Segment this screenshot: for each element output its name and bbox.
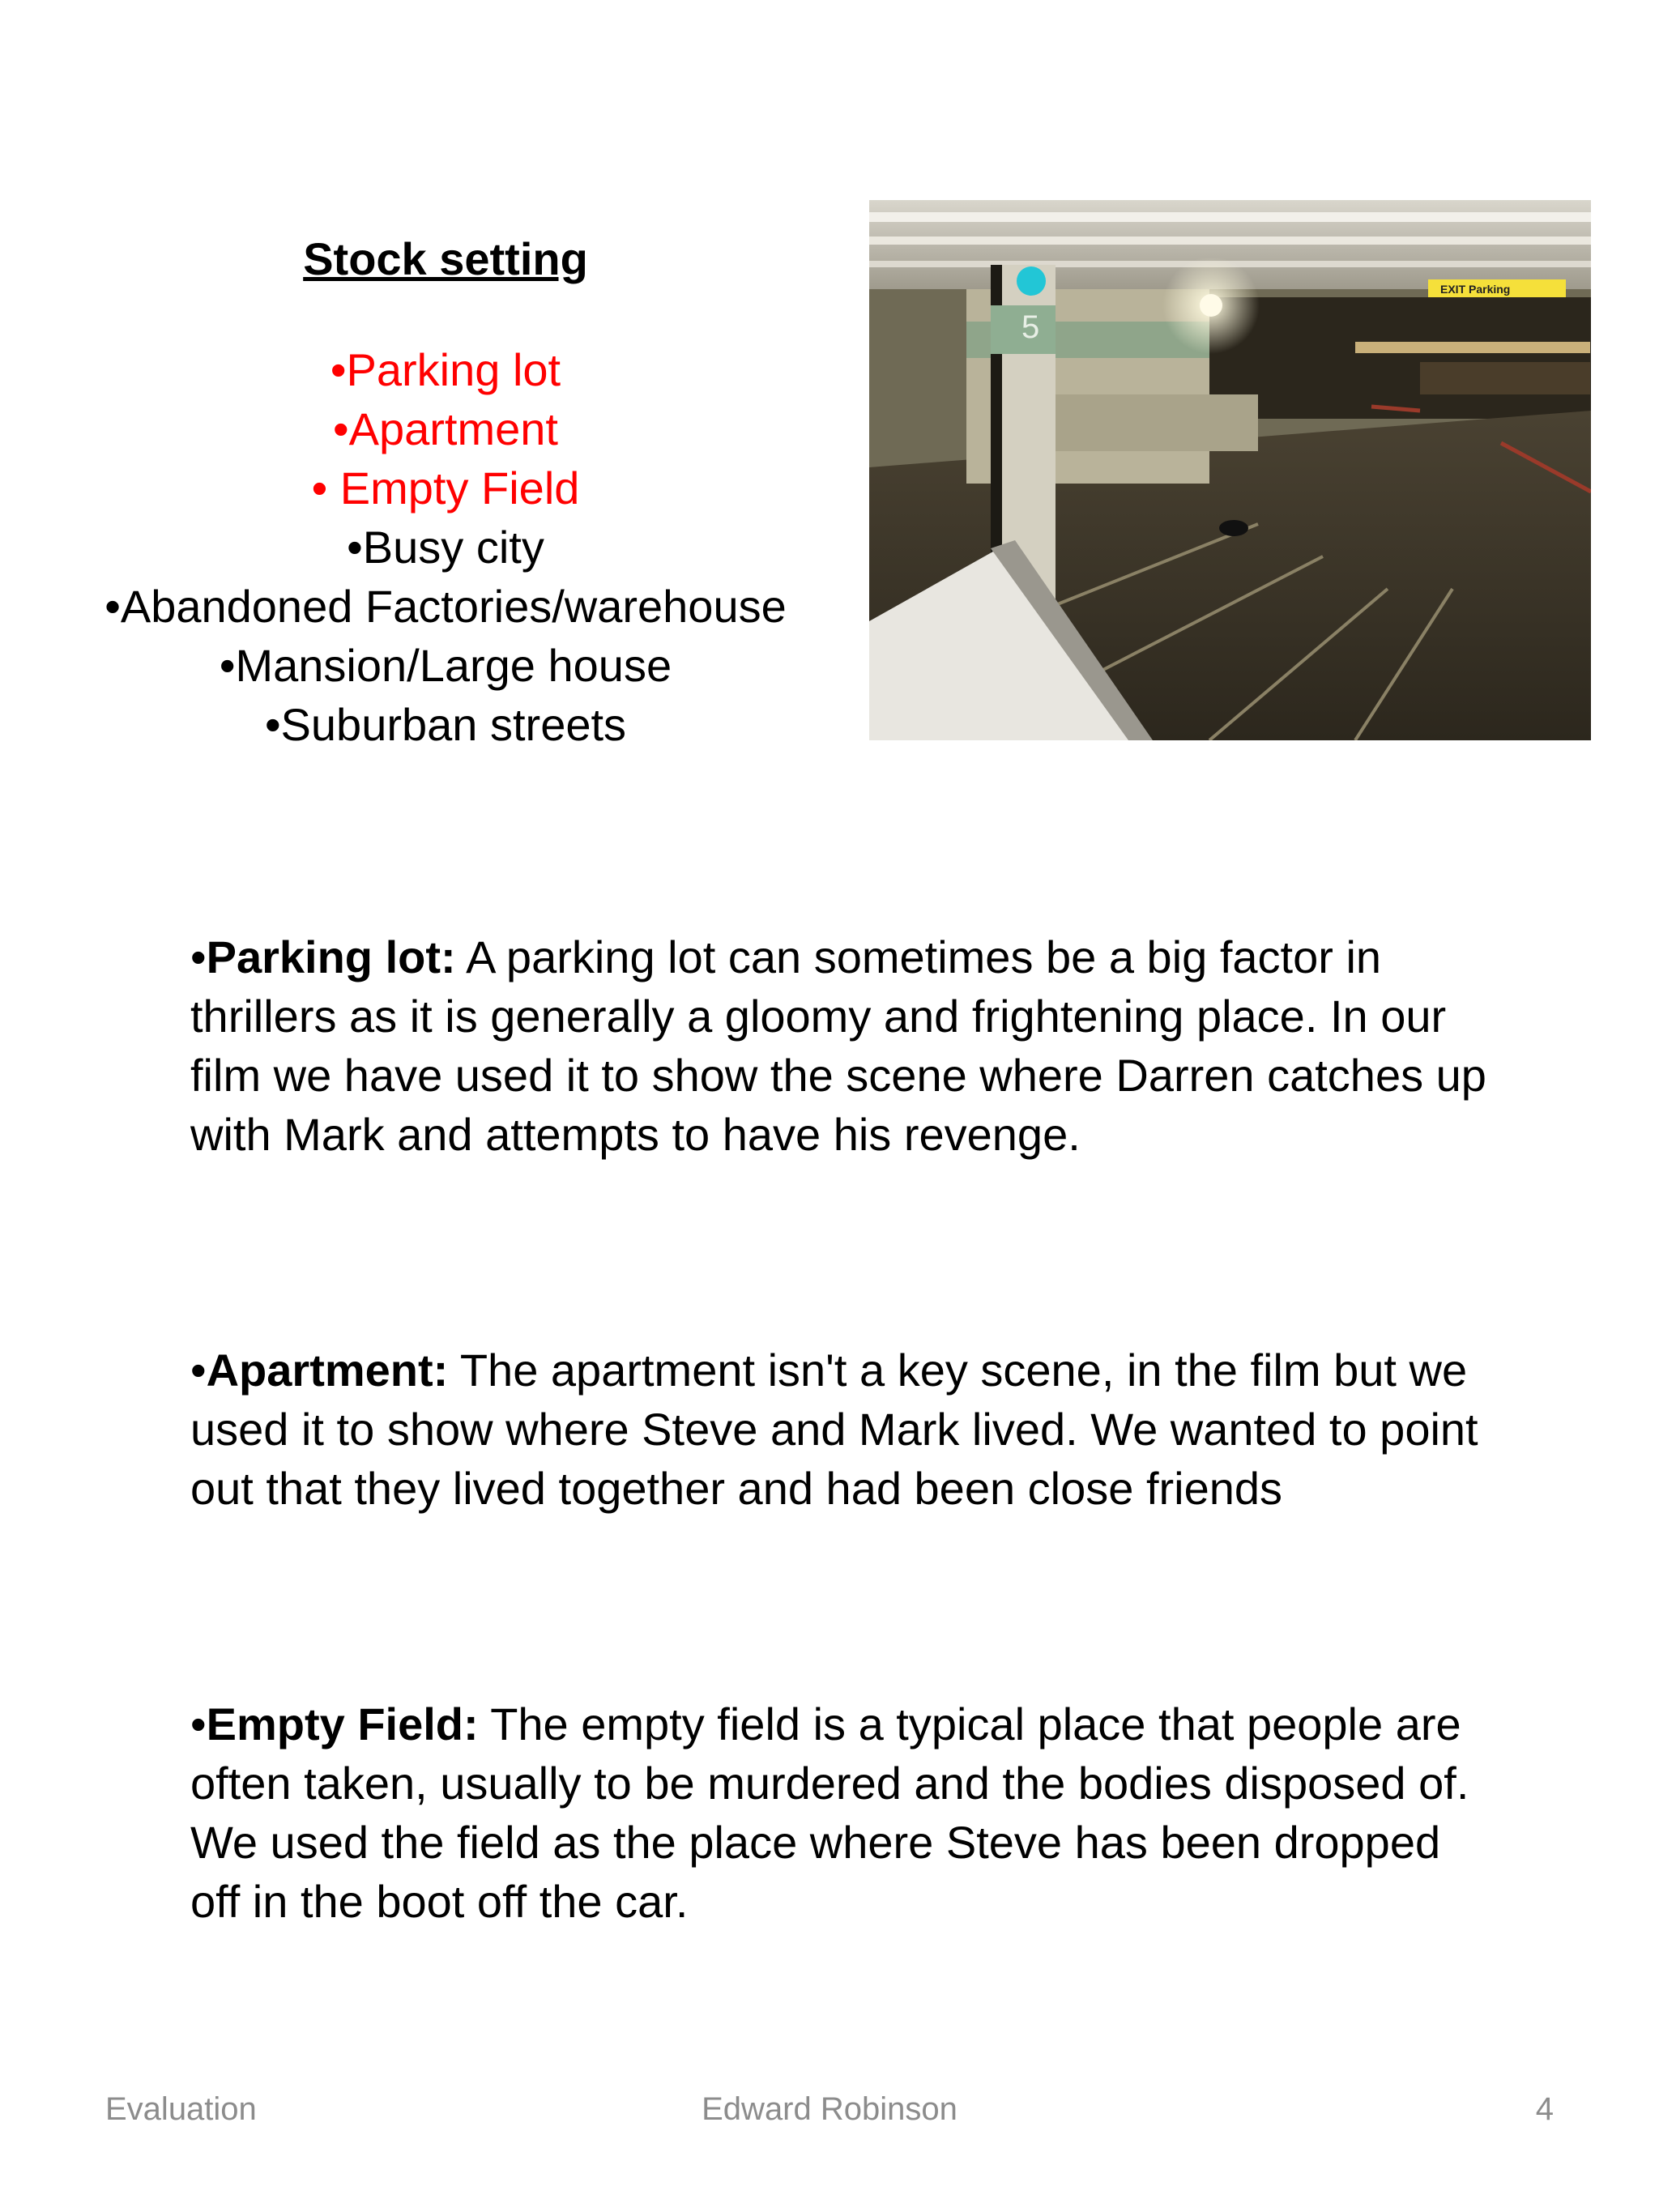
stock-setting-list [49,340,842,754]
stock-setting-block [49,227,842,754]
parking-garage-photo [869,200,1591,740]
description-term: Parking lot: [206,931,456,982]
exit-sign-text: EXIT Parking [1440,283,1511,296]
stock-item-busy-city: •Busy city [347,522,544,573]
stock-item-apartment: •Apartment [333,403,558,454]
footer-left: Evaluation [105,2091,257,2127]
stock-item-parking-lot: •Parking lot [330,344,561,395]
description-text: A parking lot can sometimes be a big factor in thrillers as it is generally a gloomy and frightening place. In our film we have used it to show the scene where Darren catches up with Mark and attempts to have his revenge. [190,931,1486,1160]
bullet: • [190,1698,207,1750]
footer-author: Edward Robinson [702,2091,957,2127]
description-text: The apartment isn't a key scene, in the film but we used it to show where Steve and Mark lived. We wanted to point out that they lived together and had been close friends [190,1345,1478,1514]
stock-item-mansion: •Mansion/Large house [219,640,672,691]
pillar-number: 5 [1021,309,1040,345]
stock-item-abandoned-factories: •Abandoned Factories/warehouse [104,581,787,632]
stock-item-empty-field: • Empty Field [311,462,580,514]
description-term: Apartment: [206,1345,449,1396]
description-parking-lot [190,927,1486,1164]
description-text: The empty field is a typical place that people are often taken, usually to be murdered and the bodies disposed of. We used the field as the place where Steve has been dropped off in the boot off the car. [190,1698,1469,1927]
stock-item-suburban-streets: •Suburban streets [264,699,627,750]
bullet: • [190,1345,207,1396]
description-apartment [190,1340,1486,1518]
stock-setting-title: Stock setting [303,233,588,284]
page-number: 4 [1535,2091,1554,2127]
description-term: Empty Field: [206,1698,479,1750]
description-empty-field [190,1694,1486,1931]
bullet: • [190,931,207,982]
